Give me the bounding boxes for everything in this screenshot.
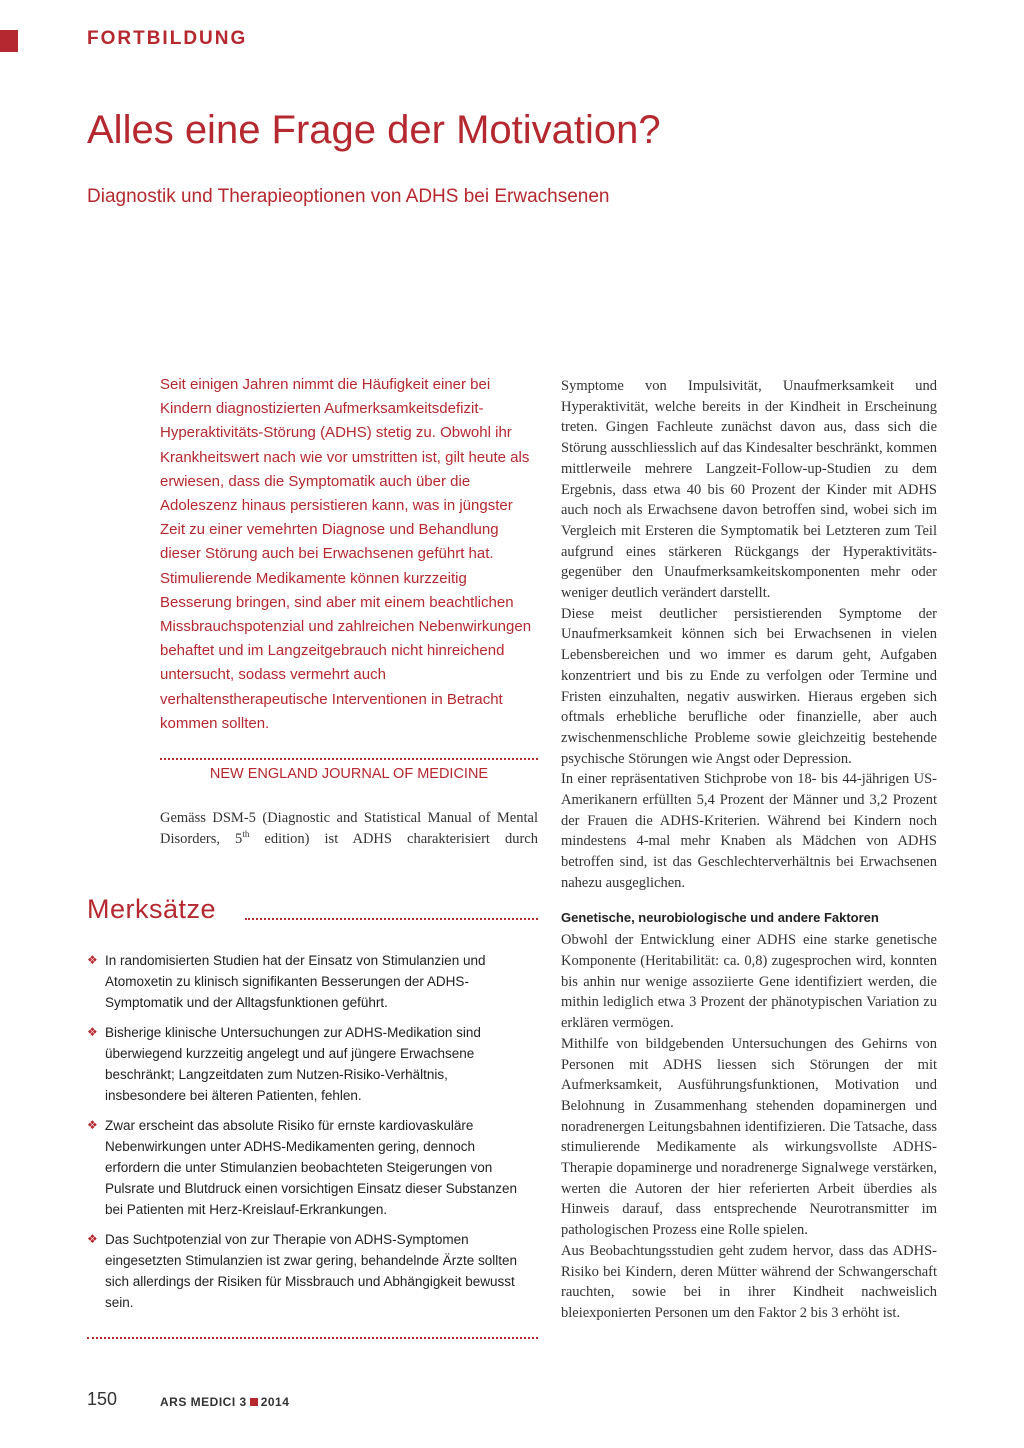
page-number: 150 — [87, 1389, 118, 1409]
source-label: NEW ENGLAND JOURNAL OF MEDICINE — [209, 766, 489, 782]
journal-year: 2014 — [260, 1395, 290, 1409]
merksatz-item — [87, 1022, 527, 1106]
section-subheading: Genetische, neurobiologische und andere Faktoren — [561, 909, 879, 925]
merksaetze-bottom-rule — [87, 1337, 538, 1339]
merksatz-text: In randomisierten Studien hat der Einsatz von Stimulanzien und Atomoxetin zu klinisch signifikanten Besserungen der ADHS-Symptomatik und der Alltagsfunktionen geführt. — [105, 953, 486, 1010]
intro-text: Gemäss DSM-5 (Diagnostic and Statistical Manual of Mental Disorders, 5 — [160, 810, 538, 847]
body-paragraph: In einer repräsentativen Stichprobe von 18- bis 44-jährigen US-Amerikanern erfüllten 5,4 Prozent der Männer und 3,2 Prozent der Frauen die ADHS-Kriterien. Während bei Kindern noch mindestens 4-mal mehr Knaben als Mädchen von ADHS betroffen sind, ist das Geschlechterverhältnis bei Erwachsenen nahezu ausgeglichen. — [561, 771, 937, 891]
section-label: FORTBILDUNG — [87, 28, 248, 49]
diamond-bullet-icon: ❖ — [87, 1025, 98, 1039]
body-paragraph: Mithilfe von bildgebenden Untersuchungen des Gehirns von Personen mit ADHS liessen sich Störungen der mit Aufmerksamkeit, Ausführungsfunktionen, Motivation und Belohnung in Zusammenhang stehenden dopaminergen und noradrenergen Leitungsbahnen identifizieren. Die Tatsache, dass stimulierende Medikamente als wirkungsvollste ADHS-Therapie dopaminerge und noradrenerge Signalwege verstärken, werten die Autoren der hier referierten Arbeit überdies als Hinweis darauf, dass entsprechende Neurotransmitter im pathologischen Prozess eine Rolle spielen. — [561, 1035, 937, 1239]
intro-paragraph — [160, 808, 538, 850]
merksaetze-heading: Merksätze — [87, 894, 217, 924]
journal-footer — [160, 1395, 289, 1409]
diamond-bullet-icon: ❖ — [87, 953, 98, 967]
merksatz-item — [87, 950, 527, 1013]
body-paragraph: Symptome von Impulsivität, Unaufmerksamkeit und Hyperaktivität, welche bereits in der Kindheit in Erscheinung treten. Gingen Fachleute zunächst davon aus, dass sich die Störung ausschliesslich auf das Kindesalter beschränkt, kommen mittlerweile mehrere Langzeit-Follow-up-Studien zu dem Ergebnis, dass etwa 40 bis 60 Prozent der Kinder mit ADHS auch noch als Erwachsene davon betroffen sind, wobei sich im Vergleich mit Ersteren die Symptomatik bei Letzteren zum Teil aufgrund eines stärkeren Rückgangs der Hyperaktivitäts- gegenüber den Unaufmerksamkeitskomponenten mehr oder weniger deutlich verändert darstellt. — [561, 378, 937, 602]
merksaetze-heading-rule — [245, 918, 538, 920]
body-paragraph: Diese meist deutlicher persistierenden Symptome der Unaufmerksamkeit können sich bei Erwachsenen in vielen Lebensbereichen und wo immer es darum geht, Aufgaben konzentriert und bis zu Ende zu verfolgen oder Termine und Fristen einzuhalten, negativ auswirken. Hieraus ergeben sich oftmals erhebliche berufliche oder finanzielle, aber auch zwischenmenschliche Probleme sowie gleichzeitig bestehende psychische Störungen wie Angst oder Depression. — [561, 605, 937, 767]
journal-name: ARS MEDICI 3 — [160, 1395, 247, 1409]
merksatz-item — [87, 1229, 527, 1313]
square-separator-icon — [250, 1398, 258, 1406]
merksatz-text: Das Suchtpotenzial von zur Therapie von ADHS-Symptomen eingesetzten Stimulanzien ist zwar gering, behandelnde Ärzte sollten sich allerdings der Risiken für Missbrauch und Abhängigkeit bewusst sein. — [105, 1232, 517, 1310]
section-color-marker — [0, 30, 18, 52]
intro-text-end: edition) ist ADHS charakterisiert durch — [249, 831, 538, 847]
merksatz-text: Zwar erscheint das absolute Risiko für ernste kardiovaskuläre Nebenwirkungen unter ADHS-Medikamenten gering, dennoch erfordern die unter Stimulanzien beobachteten Steigerungen von Pulsrate und Blutdruck einen vorsichtigen Einsatz dieser Substanzen bei Patienten mit Herz-Kreislauf-Erkrankungen. — [105, 1118, 517, 1217]
merksatz-item — [87, 1115, 527, 1220]
page-subtitle: Diagnostik und Therapieoptionen von ADHS bei Erwachsenen — [87, 186, 610, 207]
lead-paragraph: Seit einigen Jahren nimmt die Häufigkeit einer bei Kindern diagnostizierten Aufmerksamkeitsdefizit-Hyperaktivitäts-Störung (ADHS) stetig zu. Obwohl ihr Krankheitswert nach wie vor umstritten ist, gilt heute als erwiesen, dass die Symptomatik auch über die Adoleszenz hinaus persistieren kann, was in jüngster Zeit zu einer vemehrten Diagnose und Behandlung dieser Störung auch bei Erwachsenen geführt hat. Stimulierende Medikamente können kurzzeitig Besserung bringen, sind aber mit einem beachtlichen Missbrauchspotenzial und zahlreichen Nebenwirkungen behaftet und im Langzeitgebrauch nicht hinreichend untersucht, sodass vermehrt auch verhaltenstherapeutische Interventionen in Betracht kommen sollten. — [160, 376, 532, 732]
diamond-bullet-icon: ❖ — [87, 1118, 98, 1132]
merksaetze-list — [87, 950, 527, 1322]
body-column-right — [561, 376, 937, 1324]
merksatz-text: Bisherige klinische Untersuchungen zur ADHS-Medikation sind überwiegend kurzzeitig angelegt und auf jüngere Erwachsene beschränkt; Langzeitdaten zum Nutzen-Risiko-Verhältnis, insbesondere bei älteren Patienten, fehlen. — [105, 1025, 481, 1103]
page-title: Alles eine Frage der Motivation? — [87, 108, 661, 152]
dotted-divider — [160, 758, 538, 760]
diamond-bullet-icon: ❖ — [87, 1232, 98, 1246]
intro-superscript: th — [242, 829, 250, 840]
body-paragraph: Obwohl der Entwicklung einer ADHS eine starke genetische Komponente (Heritabilität: ca. 0,8) zugesprochen wird, konnten bis anhin nur wenige assoziierte Gene identifiziert werden, die mithin lediglich etwa 3 Prozent der phänotypischen Variation zu erklären vermögen. — [561, 932, 937, 1032]
body-paragraph: Aus Beobachtungsstudien geht zudem hervor, dass das ADHS-Risiko bei Kindern, deren Mütter während der Schwangerschaft rauchten, sowie bei in ihrer Kindheit nachweislich bleiexponierten Personen um den Faktor 2 bis 3 erhöht ist. — [561, 1242, 937, 1321]
